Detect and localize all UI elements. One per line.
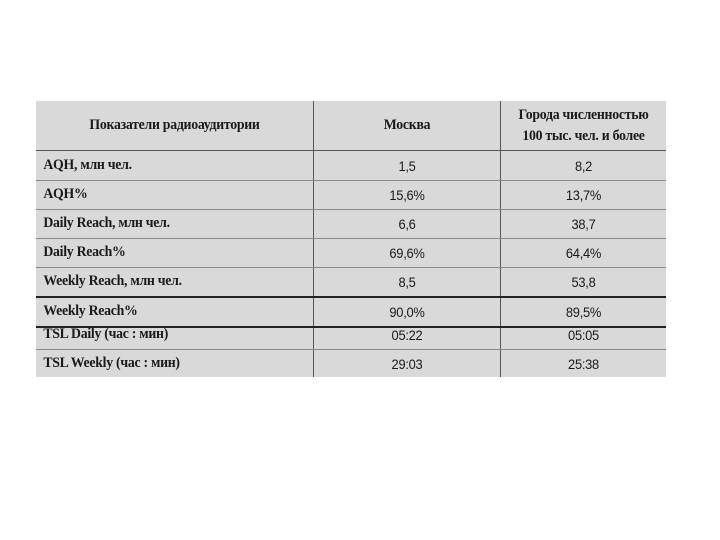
- row-label: AQH, млн чел.: [43, 157, 132, 173]
- table-row: [36, 238, 666, 268]
- row-moscow-value: 05:22: [391, 326, 423, 343]
- row-moscow-value: 8,5: [398, 273, 416, 290]
- table-row: [36, 180, 666, 210]
- radio-audience-table: [36, 101, 666, 377]
- header-indicators: Показатели радиоаудитории: [89, 117, 260, 133]
- header-cities: [508, 101, 660, 150]
- row-cities-value: 53,8: [571, 273, 596, 290]
- row-cities-value: 05:05: [568, 326, 599, 343]
- row-label: AQH%: [43, 186, 88, 202]
- table-row: [36, 349, 666, 378]
- header-moscow: Москва: [383, 117, 431, 133]
- row-cities-value: 64,4%: [565, 244, 602, 261]
- row-cities-value: 13,7%: [565, 186, 602, 203]
- row-label: TSL Weekly (час : мин): [43, 355, 180, 371]
- table-header: [36, 101, 666, 151]
- row-cities-value: 8,2: [574, 157, 593, 174]
- row-cities-value: 25:38: [568, 355, 599, 372]
- row-moscow-value: 1,5: [398, 157, 416, 174]
- table-row: [36, 151, 666, 181]
- table-row: [36, 267, 666, 298]
- row-label: Weekly Reach%: [43, 303, 138, 319]
- row-moscow-value: 90,0%: [389, 303, 425, 320]
- row-cities-value: 38,7: [571, 215, 596, 232]
- row-moscow-value: 6,6: [398, 215, 416, 232]
- header-cities-line1: Города численностью: [518, 106, 649, 123]
- row-moscow-value: 15,6%: [389, 186, 425, 203]
- row-cities-value: 89,5%: [565, 303, 602, 320]
- table-row: [36, 320, 666, 350]
- row-label: Daily Reach%: [43, 244, 126, 260]
- table-row: [36, 209, 666, 239]
- row-label: Weekly Reach, млн чел.: [43, 273, 182, 289]
- row-moscow-value: 69,6%: [389, 244, 425, 261]
- row-moscow-value: 29:03: [391, 355, 423, 372]
- row-label: TSL Daily (час : мин): [43, 326, 169, 342]
- header-cities-line2: 100 тыс. чел. и более: [522, 127, 645, 144]
- row-label: Daily Reach, млн чел.: [43, 215, 170, 231]
